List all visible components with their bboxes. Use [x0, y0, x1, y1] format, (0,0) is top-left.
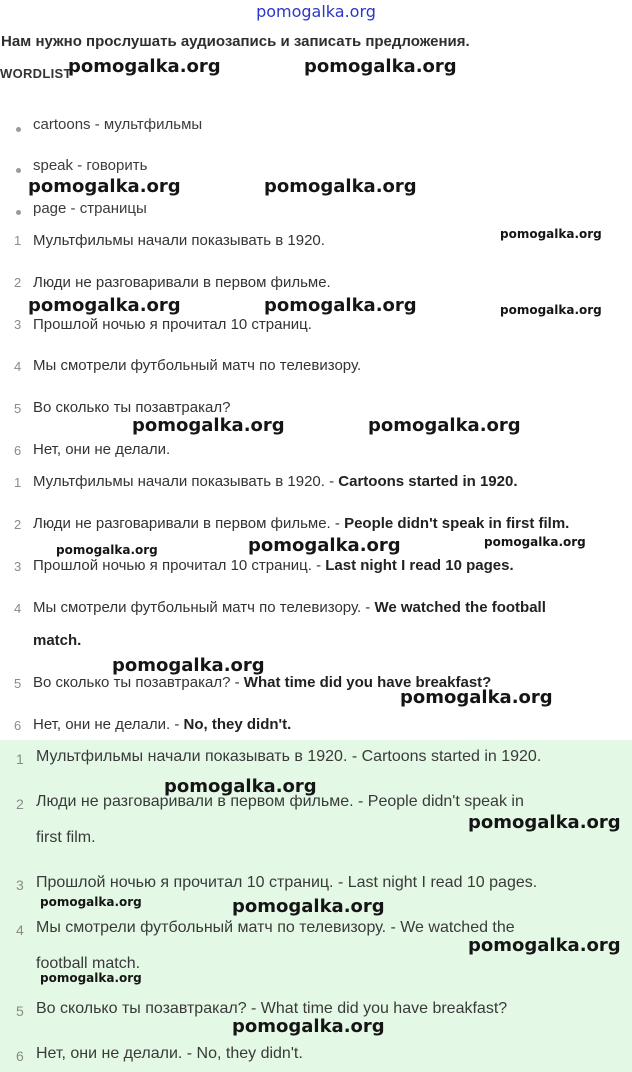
- answer-line: Люди не разговаривали в первом фильме. - People didn't speak in: [36, 793, 524, 810]
- watermark: pomogalka.org: [368, 415, 521, 436]
- watermark: pomogalka.org: [468, 812, 621, 833]
- answer-number: 2: [16, 796, 24, 812]
- answer-line: Мультфильмы начали показывать в 1920. - Cartoons started in 1920.: [36, 748, 542, 765]
- sentence-pair: Во сколько ты позавтракал? - What time did you have breakfast?: [33, 674, 492, 691]
- watermark: pomogalka.org: [248, 535, 401, 556]
- list-number: 2: [14, 517, 22, 532]
- watermark: pomogalka.org: [68, 56, 221, 77]
- answer-line: Во сколько ты позавтракал? - What time did you have breakfast?: [36, 1000, 508, 1017]
- wordlist-item: page - страницы: [33, 200, 147, 217]
- translation: People didn't speak in first film.: [344, 515, 570, 532]
- sentence-pair: Мультфильмы начали показывать в 1920. - Cartoons started in 1920.: [33, 473, 518, 490]
- wordlist-item: cartoons - мультфильмы: [33, 116, 203, 133]
- sentence-pair: Нет, они не делали. - No, they didn't.: [33, 716, 292, 733]
- sentence-ru: Мультфильмы начали показывать в 1920.: [33, 232, 325, 249]
- list-number: 1: [14, 233, 22, 248]
- list-number: 3: [14, 317, 22, 332]
- sentence-pair: Мы смотрели футбольный матч по телевизору. - We watched the football: [33, 599, 546, 616]
- watermark: pomogalka.org: [132, 415, 285, 436]
- list-number: 6: [14, 443, 22, 458]
- watermark: pomogalka.org: [232, 1016, 385, 1037]
- sentence-ru: Мы смотрели футбольный матч по телевизору.: [33, 357, 362, 374]
- watermark: pomogalka.org: [40, 895, 142, 909]
- watermark: pomogalka.org: [500, 303, 602, 317]
- list-number: 2: [14, 275, 22, 290]
- watermark: pomogalka.org: [264, 176, 417, 197]
- answer-number: 1: [16, 751, 24, 767]
- wordlist-item: speak - говорить: [33, 157, 148, 174]
- list-number: 1: [14, 475, 22, 490]
- bullet-icon: [16, 210, 21, 215]
- list-number: 6: [14, 718, 22, 733]
- watermark: pomogalka.org: [484, 535, 586, 549]
- translation-continuation: match.: [33, 632, 82, 649]
- sentence-pair: Прошлой ночью я прочитал 10 страниц. - Last night I read 10 pages.: [33, 557, 514, 574]
- list-number: 4: [14, 601, 22, 616]
- bullet-icon: [16, 127, 21, 132]
- sentence-ru: Во сколько ты позавтракал?: [33, 399, 231, 416]
- answer-line: Мы смотрели футбольный матч по телевизору. - We watched the: [36, 919, 515, 936]
- wordlist-title: WORDLIST: [0, 66, 72, 81]
- answer-line: Нет, они не делали. - No, they didn't.: [36, 1045, 303, 1062]
- watermark: pomogalka.org: [400, 687, 553, 708]
- answer-number: 4: [16, 922, 24, 938]
- sentence-ru: Люди не разговаривали в первом фильме.: [33, 274, 331, 291]
- watermark: pomogalka.org: [164, 776, 317, 797]
- watermark: pomogalka.org: [56, 543, 158, 557]
- translation: No, they didn't.: [183, 716, 292, 733]
- watermark: pomogalka.org: [500, 227, 602, 241]
- answer-continuation: football match.: [36, 955, 141, 972]
- list-number: 4: [14, 359, 22, 374]
- bullet-icon: [16, 168, 21, 173]
- sentence-ru: Прошлой ночью я прочитал 10 страниц.: [33, 316, 312, 333]
- watermark: pomogalka.org: [40, 971, 142, 985]
- list-number: 5: [14, 401, 22, 416]
- translation: We watched the football: [374, 599, 546, 616]
- task-text: Нам нужно прослушать аудиозапись и записать предложения.: [1, 33, 470, 50]
- watermark: pomogalka.org: [28, 176, 181, 197]
- translation: Cartoons started in 1920.: [338, 473, 518, 490]
- top-watermark: pomogalka.org: [256, 2, 376, 21]
- watermark: pomogalka.org: [264, 295, 417, 316]
- watermark: pomogalka.org: [232, 896, 385, 917]
- answer-number: 3: [16, 877, 24, 893]
- watermark: pomogalka.org: [28, 295, 181, 316]
- answer-number: 6: [16, 1048, 24, 1064]
- sentence-ru: Нет, они не делали.: [33, 441, 171, 458]
- sentence-pair: Люди не разговаривали в первом фильме. - People didn't speak in first film.: [33, 515, 570, 532]
- translation: Last night I read 10 pages.: [325, 557, 514, 574]
- watermark: pomogalka.org: [304, 56, 457, 77]
- list-number: 3: [14, 559, 22, 574]
- list-number: 5: [14, 676, 22, 691]
- watermark: pomogalka.org: [112, 655, 265, 676]
- answer-line: Прошлой ночью я прочитал 10 страниц. - Last night I read 10 pages.: [36, 874, 538, 891]
- watermark: pomogalka.org: [468, 935, 621, 956]
- answer-number: 5: [16, 1003, 24, 1019]
- translation: What time did you have breakfast?: [243, 674, 492, 691]
- answer-continuation: first film.: [36, 829, 96, 846]
